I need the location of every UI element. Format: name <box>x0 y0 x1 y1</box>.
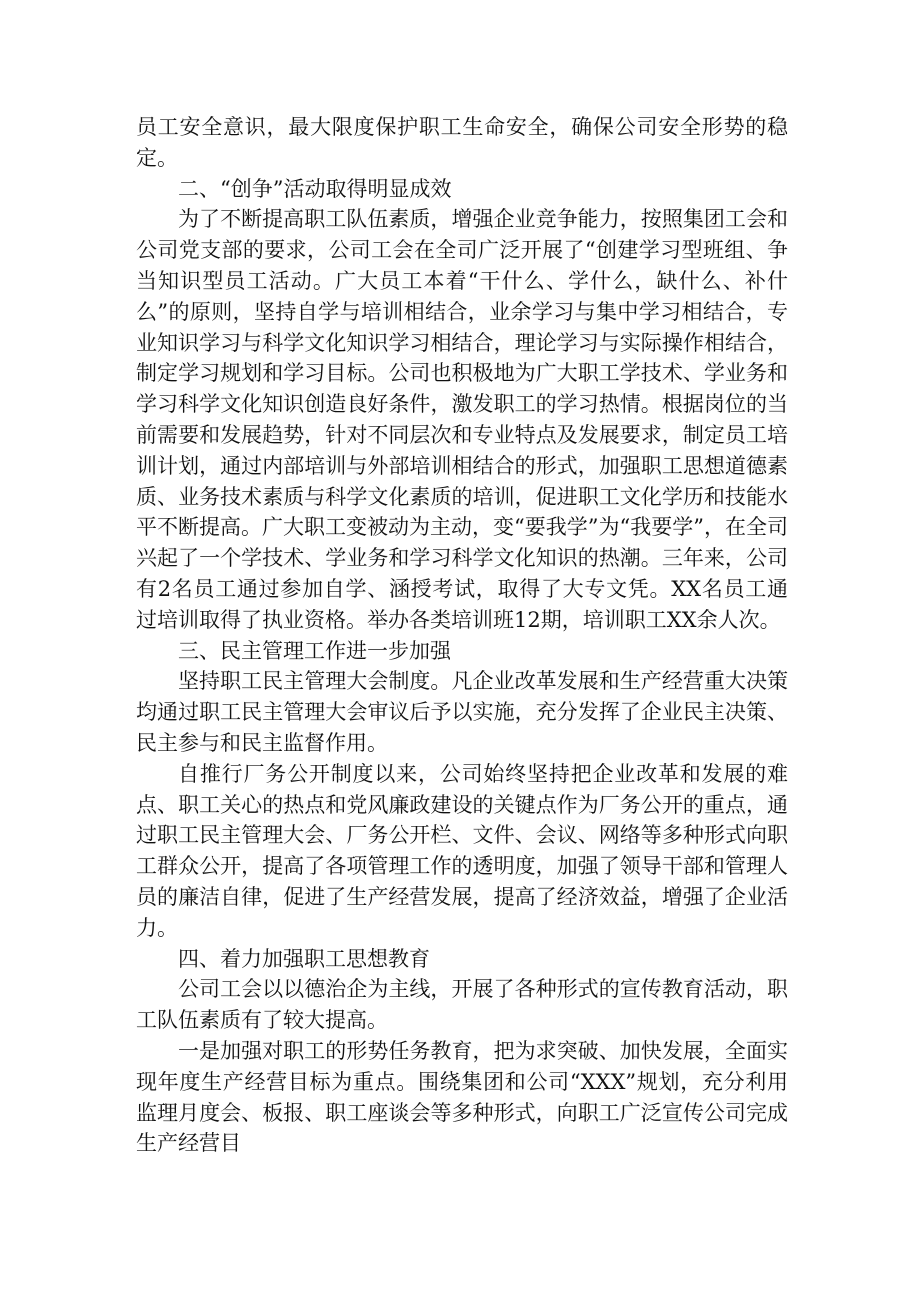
section-heading-3: 三、民主管理工作进一步加强 <box>178 638 451 663</box>
paragraph-continuation: 员工安全意识，最大限度保护职工生命安全，确保公司安全形势的稳定。 <box>136 115 788 170</box>
paragraph: 坚持职工民主管理大会制度。凡企业改革发展和生产经营重大决策均通过职工民主管理大会审议后予以实施，充分发挥了企业民主决策、民主参与和民主监督作用。 <box>136 669 788 755</box>
paragraph: 为了不断提高职工队伍素质，增强企业竞争能力，按照集团工会和公司党支部的要求，公司工会在全司广泛开展了“创建学习型班组、争当知识型员工活动。广大员工本着“干什么、学什么，缺什么、补什么”的原则，坚持自学与培训相结合，业余学习与集中学习相结合，专业知识学习与科学文化知识学习相结合，理论学习与实际操作相结合，制定学习规划和学习目标。公司也积极地为广大职工学技术、学业务和学习科学文化知识创造良好条件，激发职工的学习热情。根据岗位的当前需要和发展趋势，针对不同层次和专业特点及发展要求，制定员工培训计划，通过内部培训与外部培训相结合的形式，加强职工思想道德素质、业务技术素质与科学文化素质的培训，促进职工文化学历和技能水平不断提高。广大职工变被动为主动，变“要我学”为“我要学”，在全司兴起了一个学技术、学业务和学习科学文化知识的热潮。三年来，公司有2名员工通过参加自学、涵授考试，取得了大专文凭。XX名员工通过培训取得了执业资格。举办各类培训班12期，培训职工XX余人次。 <box>136 207 788 632</box>
paragraph: 公司工会以以德治企为主线，开展了各种形式的宣传教育活动，职工队伍素质有了较大提高。 <box>136 977 788 1033</box>
section-heading-2: 二、“创争”活动取得明显成效 <box>178 176 452 201</box>
section-heading-4: 四、着力加强职工思想教育 <box>178 946 430 971</box>
paragraph: 一是加强对职工的形势任务教育，把为求突破、加快发展，全面实现年度生产经营目标为重点。围绕集团和公司“XXX”规划，充分利用监理月度会、板报、职工座谈会等多种形式，向职工广泛宣传公司完成生产经营目 <box>136 1038 788 1156</box>
document-page <box>136 112 788 1159</box>
paragraph: 自推行厂务公开制度以来，公司始终坚持把企业改革和发展的难点、职工关心的热点和党风廉政建设的关键点作为厂务公开的重点，通过职工民主管理大会、厂务公开栏、文件、会议、网络等多种形式向职工群众公开，提高了各项管理工作的透明度，加强了领导干部和管理人员的廉洁自律，促进了生产经营发展，提高了经济效益，增强了企业活力。 <box>136 761 788 940</box>
